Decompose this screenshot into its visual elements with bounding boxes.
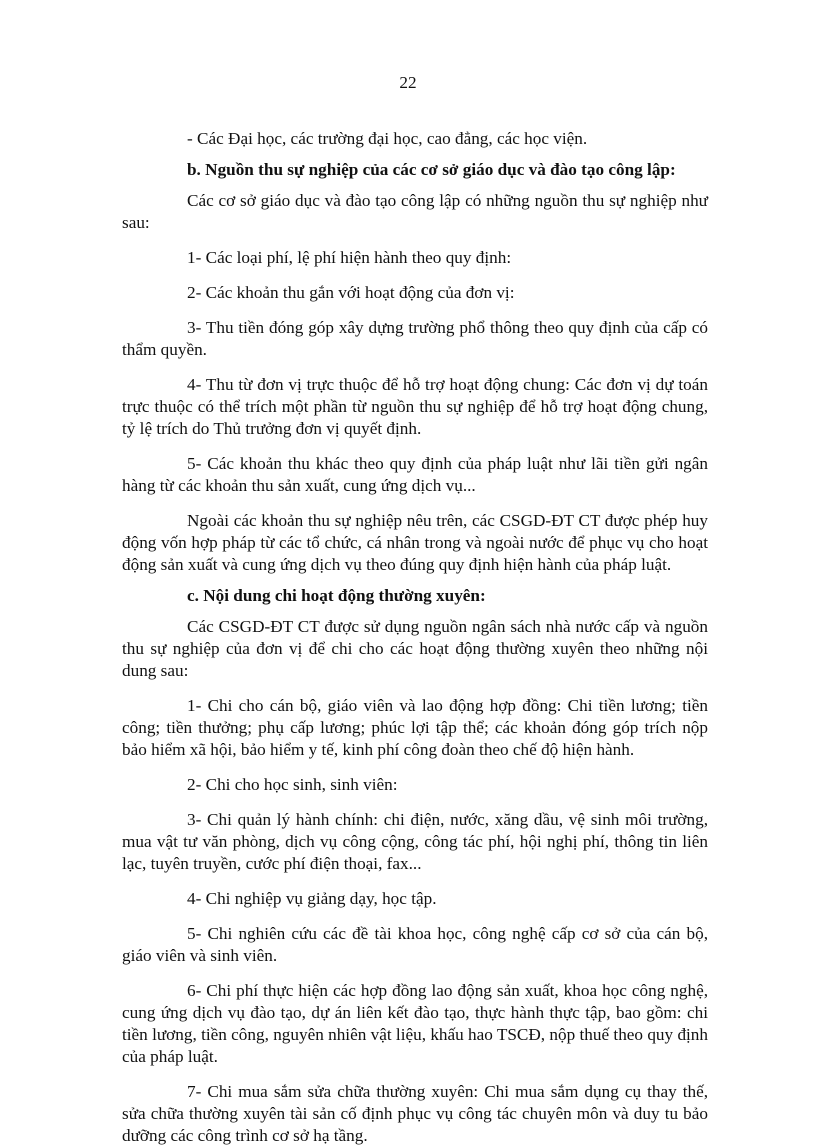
- expenditure-item-5: 5- Chi nghiên cứu các đề tài khoa học, công nghệ cấp cơ sở của cán bộ, giáo viên và sinh viên.: [122, 924, 708, 965]
- heading-section-b: b. Nguồn thu sự nghiệp của các cơ sở giáo dục và đào tạo công lập:: [187, 160, 676, 179]
- revenue-item-1: 1- Các loại phí, lệ phí hiện hành theo quy định:: [187, 248, 512, 267]
- heading-section-c: c. Nội dung chi hoạt động thường xuyên:: [187, 586, 486, 605]
- paragraph-revenue-intro: Các cơ sở giáo dục và đào tạo công lập có những nguồn thu sự nghiệp như sau:: [122, 191, 708, 232]
- page-number: 22: [399, 73, 417, 92]
- revenue-item-4: 4- Thu từ đơn vị trực thuộc để hỗ trợ hoạt động chung: Các đơn vị dự toán trực thuộc có thể trích một phần từ nguồn thu sự nghiệp để hỗ trợ hoạt động chung, tỷ lệ trích do Thủ trưởng đơn vị quyết định.: [122, 375, 708, 438]
- expenditure-item-7: 7- Chi mua sắm sửa chữa thường xuyên: Chi mua sắm dụng cụ thay thế, sửa chữa thường xuyên tài sản cố định phục vụ công tác chuyên môn và duy tu bảo dưỡng các công trình cơ sở hạ tầng.: [122, 1082, 708, 1145]
- expenditure-item-2: 2- Chi cho học sinh, sinh viên:: [187, 775, 398, 794]
- revenue-item-2: 2- Các khoản thu gắn với hoạt động của đơn vị:: [187, 283, 515, 302]
- revenue-item-3: 3- Thu tiền đóng góp xây dựng trường phổ thông theo quy định của cấp có thẩm quyền.: [122, 318, 708, 359]
- revenue-item-5: 5- Các khoản thu khác theo quy định của pháp luật như lãi tiền gửi ngân hàng từ các khoản thu sản xuất, cung ứng dịch vụ...: [122, 454, 708, 495]
- paragraph-expenditure-intro: Các CSGD-ĐT CT được sử dụng nguồn ngân sách nhà nước cấp và nguồn thu sự nghiệp của đơn vị để chi cho các hoạt động thường xuyên theo những nội dung sau:: [122, 617, 708, 680]
- expenditure-item-6: 6- Chi phí thực hiện các hợp đồng lao động sản xuất, khoa học công nghệ, cung ứng dịch vụ đào tạo, dự án liên kết đào tạo, thực hành thực tập, bao gồm: chi tiền lương, tiền công, nguyên nhiên vật liệu, khấu hao TSCĐ, nộp thuế theo quy định của pháp luật.: [122, 981, 708, 1066]
- expenditure-item-1: 1- Chi cho cán bộ, giáo viên và lao động hợp đồng: Chi tiền lương; tiền công; tiền thưởng; phụ cấp lương; phúc lợi tập thể; các khoản đóng góp trích nộp bảo hiểm xã hội, bảo hiểm y tế, kinh phí công đoàn theo chế độ hiện hành.: [122, 696, 708, 759]
- paragraph-institutions: - Các Đại học, các trường đại học, cao đẳng, các học viện.: [187, 129, 588, 148]
- expenditure-item-3: 3- Chi quản lý hành chính: chi điện, nước, xăng dầu, vệ sinh môi trường, mua vật tư văn phòng, dịch vụ công cộng, công tác phí, hội nghị phí, thông tin liên lạc, tuyên truyền, cước phí điện thoại, fax...: [122, 810, 708, 873]
- page-body: [122, 128, 708, 1147]
- expenditure-item-4: 4- Chi nghiệp vụ giảng dạy, học tập.: [187, 889, 437, 908]
- paragraph-capital-mobilization: Ngoài các khoản thu sự nghiệp nêu trên, các CSGD-ĐT CT được phép huy động vốn hợp pháp từ các tổ chức, cá nhân trong và ngoài nước để phục vụ cho hoạt động sản xuất và cung ứng dịch vụ theo đúng quy định hiện hành của pháp luật.: [122, 511, 708, 574]
